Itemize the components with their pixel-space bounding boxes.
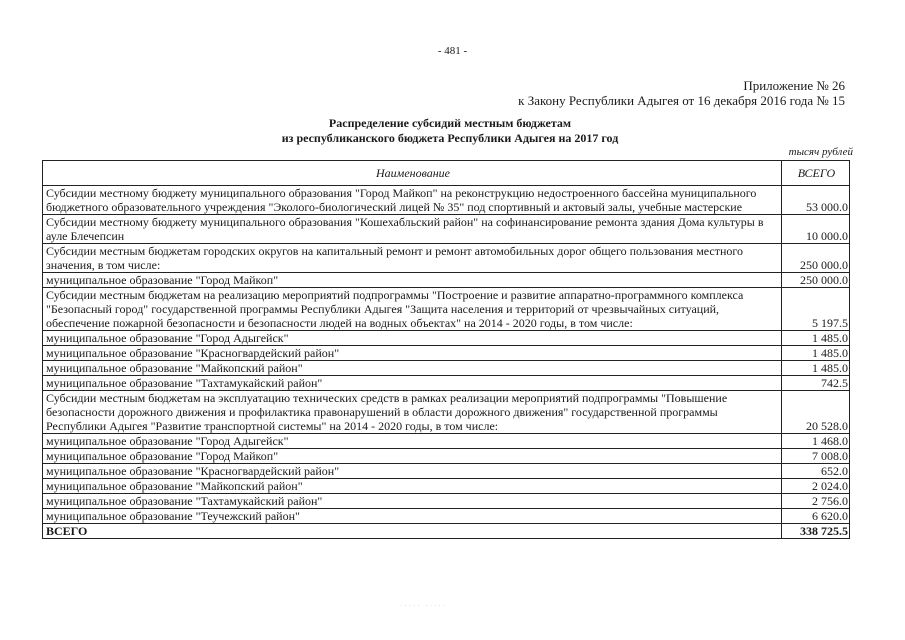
row-name: муниципальное образование "Город Майкоп" — [43, 449, 782, 464]
row-value: 10 000.0 — [782, 215, 850, 244]
row-value: 5 197.5 — [782, 288, 850, 331]
table-row — [43, 479, 850, 494]
total-label: ВСЕГО — [43, 524, 782, 539]
row-name: Субсидии местному бюджету муниципального образования "Кошехабльский район" на софинансирование ремонта здания Дома культуры в ауле Блечепсин — [43, 215, 782, 244]
total-value: 338 725.5 — [782, 524, 850, 539]
table-row — [43, 215, 850, 244]
header-total: ВСЕГО — [782, 161, 850, 186]
row-value: 250 000.0 — [782, 244, 850, 273]
appendix-reference — [518, 78, 845, 108]
total-row — [43, 524, 850, 539]
row-name: муниципальное образование "Город Майкоп" — [43, 273, 782, 288]
row-value: 1 485.0 — [782, 346, 850, 361]
subsidy-table — [42, 160, 850, 539]
row-value: 6 620.0 — [782, 509, 850, 524]
row-name: муниципальное образование "Майкопский район" — [43, 361, 782, 376]
table-row — [43, 434, 850, 449]
row-value: 1 485.0 — [782, 361, 850, 376]
row-name: муниципальное образование "Красногвардейский район" — [43, 346, 782, 361]
table-row — [43, 391, 850, 434]
row-name: Субсидии местным бюджетам на эксплуатацию технических средств в рамках реализации мероприятий подпрограммы "Повышение безопасности дорожного движения и профилактика правонарушений в области дорожного движения" государственной программы Республики Адыгея "Развитие транспортной системы" на 2014 - 2020 годы, в том числе: — [43, 391, 782, 434]
row-value: 1 468.0 — [782, 434, 850, 449]
table-row — [43, 273, 850, 288]
row-value: 7 008.0 — [782, 449, 850, 464]
table-row — [43, 331, 850, 346]
row-value: 250 000.0 — [782, 273, 850, 288]
row-value: 1 485.0 — [782, 331, 850, 346]
row-value: 742.5 — [782, 376, 850, 391]
row-name: муниципальное образование "Тахтамукайский район" — [43, 376, 782, 391]
table-row — [43, 244, 850, 273]
row-name: Субсидии местному бюджету муниципального образования "Город Майкоп" на реконструкцию недостроенного бассейна муниципального бюджетного образовательного учреждения "Эколого-биологический лицей № 35" под спортивный и актовый залы, учебные мастерские — [43, 186, 782, 215]
row-value: 2 756.0 — [782, 494, 850, 509]
appendix-line-1: Приложение № 26 — [743, 78, 845, 93]
row-name: Субсидии местным бюджетам городских округов на капитальный ремонт и ремонт автомобильных дорог общего пользования местного значения, в том числе: — [43, 244, 782, 273]
table-row — [43, 449, 850, 464]
title-line-2: из республиканского бюджета Республики Адыгея на 2017 год — [281, 131, 619, 145]
units-label: тысяч рублей — [788, 146, 853, 158]
title-line-1: Распределение субсидий местным бюджетам — [328, 116, 572, 130]
table-row — [43, 346, 850, 361]
table-row — [43, 376, 850, 391]
faint-stamp-mark: ····· ····· — [400, 602, 448, 610]
appendix-line-2: к Закону Республики Адыгея от 16 декабря 2016 года № 15 — [518, 93, 845, 108]
row-name: муниципальное образование "Красногвардейский район" — [43, 464, 782, 479]
row-value: 2 024.0 — [782, 479, 850, 494]
table-row — [43, 464, 850, 479]
page-number: - 481 - — [437, 45, 468, 57]
row-name: муниципальное образование "Тахтамукайский район" — [43, 494, 782, 509]
table-row — [43, 288, 850, 331]
table-row — [43, 494, 850, 509]
row-name: муниципальное образование "Город Адыгейск" — [43, 434, 782, 449]
table-row — [43, 509, 850, 524]
row-value: 20 528.0 — [782, 391, 850, 434]
document-title — [250, 116, 650, 146]
row-value: 53 000.0 — [782, 186, 850, 215]
row-name: муниципальное образование "Город Адыгейск" — [43, 331, 782, 346]
row-value: 652.0 — [782, 464, 850, 479]
header-name: Наименование — [43, 161, 782, 186]
table-row — [43, 361, 850, 376]
table-row — [43, 186, 850, 215]
row-name: муниципальное образование "Майкопский район" — [43, 479, 782, 494]
row-name: Субсидии местным бюджетам на реализацию мероприятий подпрограммы "Построение и развитие аппаратно-программного комплекса "Безопасный город" государственной программы Республики Адыгея "Защита населения и территорий от чрезвычайных ситуаций, обеспечение пожарной безопасности и безопасности людей на водных объектах" на 2014 - 2020 годы, в том числе: — [43, 288, 782, 331]
table-header-row — [43, 161, 850, 186]
row-name: муниципальное образование "Теучежский район" — [43, 509, 782, 524]
